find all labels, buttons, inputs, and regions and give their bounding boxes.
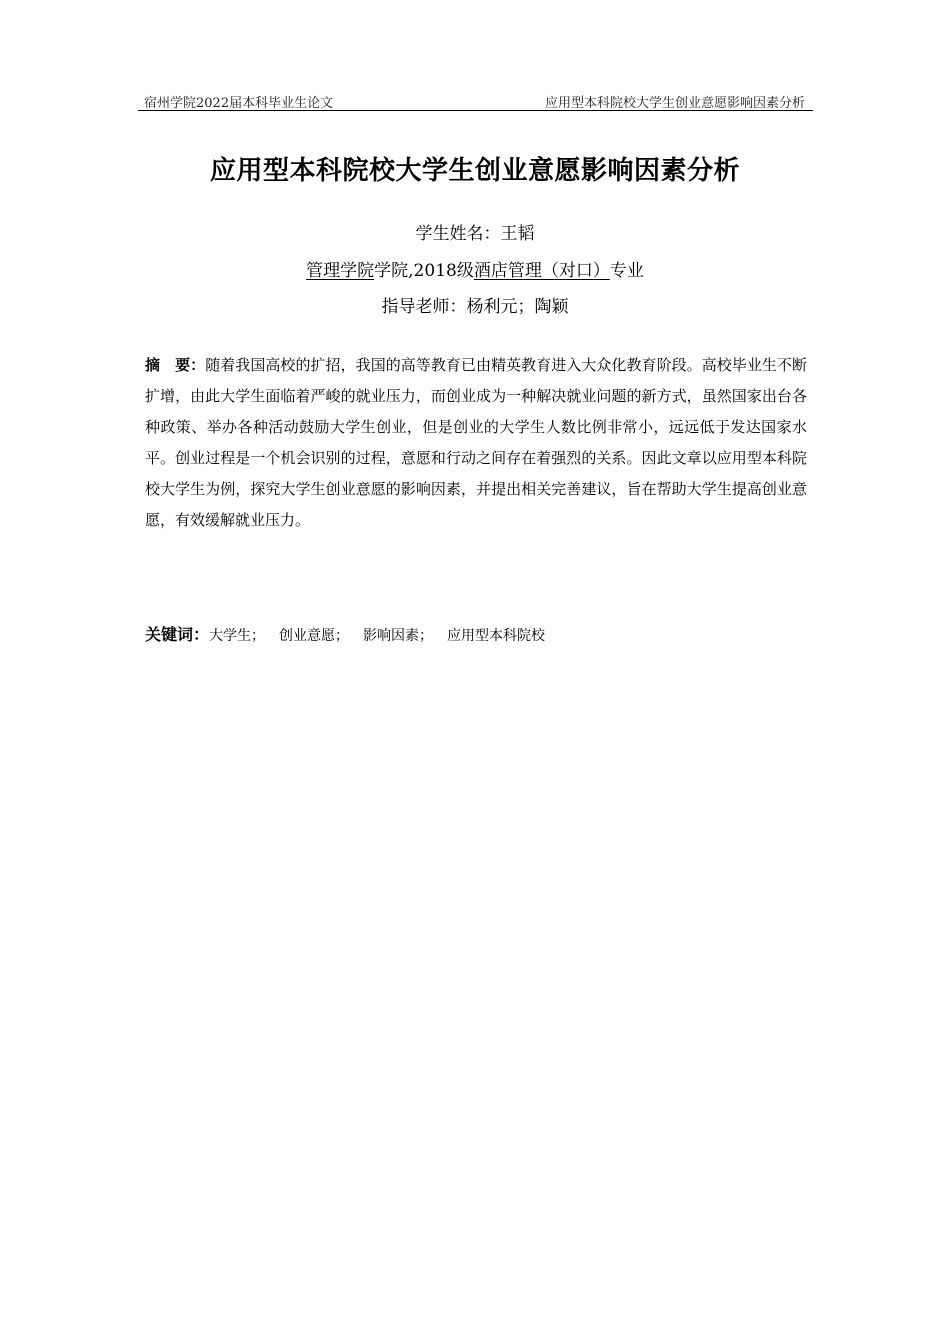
student-name: 王韬 <box>500 224 535 244</box>
student-line <box>0 219 950 244</box>
student-label: 学生姓名： <box>415 224 501 244</box>
keywords-line <box>145 622 559 645</box>
abstract-text: 随着我国高校的扩招，我国的高等教育已由精英教育进入大众化教育阶段。高校毕业生不断扩增，由此大学生面临着严峻的就业压力，而创业成为一种解决就业问题的新方式，虽然国家出台各种政策、举办各种活动鼓励大学生创业，但是创业的大学生人数比例非常小，远远低于发达国家水平。创业过程是一个机会识别的过程，意愿和行动之间存在着强烈的关系。因此文章以应用型本科院校大学生为例，探究大学生创业意愿的影响因素，并提出相关完善建议，旨在帮助大学生提高创业意愿，有效缓解就业压力。 <box>145 356 807 529</box>
running-header <box>138 90 813 111</box>
department-line <box>0 256 950 281</box>
major-suffix: 专业 <box>609 261 644 281</box>
advisor-names: 杨利元；陶颖 <box>466 297 569 317</box>
keyword-item: 创业意愿； <box>279 628 350 644</box>
school-suffix: 学院,2018级 <box>374 261 474 281</box>
abstract-label: 摘 要： <box>145 356 206 374</box>
paper-title: 应用型本科院校大学生创业意愿影响因素分析 <box>209 156 740 186</box>
advisor-label: 指导老师： <box>381 297 467 317</box>
keyword-item: 影响因素； <box>363 628 434 644</box>
advisor-line <box>0 292 950 317</box>
keyword-item: 应用型本科院校 <box>447 628 546 644</box>
keywords-label: 关键词： <box>145 625 210 644</box>
major-name: 酒店管理（对口） <box>473 261 610 281</box>
abstract-paragraph <box>145 350 807 536</box>
school-name: 管理学院 <box>306 261 375 281</box>
keyword-item: 大学生； <box>209 628 266 644</box>
header-right-text: 应用型本科院校大学生创业意愿影响因素分析 <box>544 96 805 111</box>
header-left-text: 宿州学院2022届本科毕业生论文 <box>144 96 334 111</box>
